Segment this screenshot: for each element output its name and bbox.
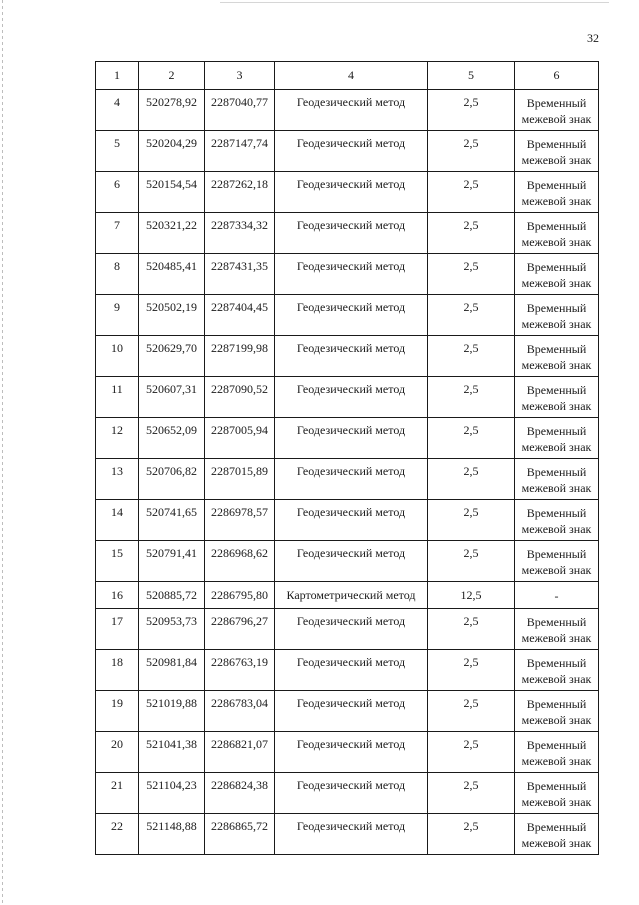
accuracy-cell: 2,5 [428,459,515,500]
accuracy-cell: 2,5 [428,254,515,295]
x-coordinate-cell: 521148,88 [139,814,205,855]
scan-top-rule [220,2,609,3]
page-binding-edge [2,0,3,905]
marker-type-cell: Временный межевой знак [515,459,599,500]
y-coordinate-cell: 2287431,35 [205,254,275,295]
y-coordinate-cell: 2287262,18 [205,172,275,213]
table-header-row [96,62,599,90]
y-coordinate-cell: 2287005,94 [205,418,275,459]
x-coordinate-cell: 520485,41 [139,254,205,295]
point-number-cell: 11 [96,377,139,418]
marker-type-cell: Временный межевой знак [515,732,599,773]
accuracy-cell: 2,5 [428,90,515,131]
marker-type-cell: Временный межевой знак [515,541,599,582]
marker-type-cell: Временный межевой знак [515,773,599,814]
marker-type-cell: Временный межевой знак [515,131,599,172]
method-cell: Геодезический метод [275,254,428,295]
accuracy-cell: 2,5 [428,213,515,254]
method-cell: Геодезический метод [275,377,428,418]
x-coordinate-cell: 520791,41 [139,541,205,582]
x-coordinate-cell: 520953,73 [139,609,205,650]
table-row [96,295,599,336]
table-row [96,172,599,213]
column-header-3: 3 [205,62,275,90]
accuracy-cell: 2,5 [428,773,515,814]
accuracy-cell: 2,5 [428,609,515,650]
marker-type-cell: Временный межевой знак [515,336,599,377]
marker-type-cell: Временный межевой знак [515,500,599,541]
accuracy-cell: 2,5 [428,377,515,418]
point-number-cell: 21 [96,773,139,814]
point-number-cell: 16 [96,582,139,609]
x-coordinate-cell: 520154,54 [139,172,205,213]
point-number-cell: 17 [96,609,139,650]
accuracy-cell: 2,5 [428,814,515,855]
y-coordinate-cell: 2287404,45 [205,295,275,336]
x-coordinate-cell: 520278,92 [139,90,205,131]
accuracy-cell: 2,5 [428,691,515,732]
method-cell: Геодезический метод [275,295,428,336]
accuracy-cell: 2,5 [428,336,515,377]
x-coordinate-cell: 520981,84 [139,650,205,691]
accuracy-cell: 2,5 [428,418,515,459]
point-number-cell: 22 [96,814,139,855]
column-header-2: 2 [139,62,205,90]
table-row [96,90,599,131]
marker-type-cell: Временный межевой знак [515,90,599,131]
point-number-cell: 12 [96,418,139,459]
point-number-cell: 10 [96,336,139,377]
accuracy-cell: 2,5 [428,541,515,582]
table-body [96,90,599,855]
y-coordinate-cell: 2286824,38 [205,773,275,814]
method-cell: Геодезический метод [275,773,428,814]
table-row [96,500,599,541]
method-cell: Геодезический метод [275,90,428,131]
method-cell: Геодезический метод [275,814,428,855]
method-cell: Геодезический метод [275,609,428,650]
y-coordinate-cell: 2286795,80 [205,582,275,609]
table-row [96,650,599,691]
x-coordinate-cell: 520652,09 [139,418,205,459]
x-coordinate-cell: 520741,65 [139,500,205,541]
marker-type-cell: Временный межевой знак [515,377,599,418]
y-coordinate-cell: 2286978,57 [205,500,275,541]
point-number-cell: 7 [96,213,139,254]
page-number: 32 [587,31,599,45]
marker-type-cell: Временный межевой знак [515,609,599,650]
marker-type-cell: Временный межевой знак [515,691,599,732]
point-number-cell: 14 [96,500,139,541]
table-row [96,213,599,254]
x-coordinate-cell: 520706,82 [139,459,205,500]
method-cell: Геодезический метод [275,172,428,213]
method-cell: Геодезический метод [275,336,428,377]
point-number-cell: 5 [96,131,139,172]
y-coordinate-cell: 2287199,98 [205,336,275,377]
table-row [96,691,599,732]
method-cell: Геодезический метод [275,213,428,254]
accuracy-cell: 2,5 [428,500,515,541]
marker-type-cell: Временный межевой знак [515,418,599,459]
column-header-6: 6 [515,62,599,90]
method-cell: Геодезический метод [275,500,428,541]
x-coordinate-cell: 520502,19 [139,295,205,336]
table-row [96,459,599,500]
accuracy-cell: 2,5 [428,295,515,336]
table-row [96,582,599,609]
marker-type-cell: Временный межевой знак [515,213,599,254]
marker-type-cell: - [515,582,599,609]
y-coordinate-cell: 2287334,32 [205,213,275,254]
accuracy-cell: 2,5 [428,732,515,773]
method-cell: Геодезический метод [275,732,428,773]
y-coordinate-cell: 2287147,74 [205,131,275,172]
marker-type-cell: Временный межевой знак [515,172,599,213]
point-number-cell: 6 [96,172,139,213]
x-coordinate-cell: 520204,29 [139,131,205,172]
x-coordinate-cell: 520885,72 [139,582,205,609]
marker-type-cell: Временный межевой знак [515,650,599,691]
x-coordinate-cell: 520607,31 [139,377,205,418]
accuracy-cell: 12,5 [428,582,515,609]
table-row [96,418,599,459]
x-coordinate-cell: 520629,70 [139,336,205,377]
y-coordinate-cell: 2286865,72 [205,814,275,855]
table-row [96,773,599,814]
accuracy-cell: 2,5 [428,650,515,691]
y-coordinate-cell: 2286968,62 [205,541,275,582]
x-coordinate-cell: 521104,23 [139,773,205,814]
table-row [96,377,599,418]
x-coordinate-cell: 521019,88 [139,691,205,732]
point-number-cell: 15 [96,541,139,582]
point-number-cell: 18 [96,650,139,691]
point-number-cell: 9 [96,295,139,336]
table-row [96,254,599,295]
point-number-cell: 19 [96,691,139,732]
x-coordinate-cell: 520321,22 [139,213,205,254]
table-row [96,609,599,650]
marker-type-cell: Временный межевой знак [515,814,599,855]
method-cell: Геодезический метод [275,131,428,172]
point-number-cell: 4 [96,90,139,131]
table-row [96,732,599,773]
y-coordinate-cell: 2287015,89 [205,459,275,500]
y-coordinate-cell: 2287090,52 [205,377,275,418]
point-number-cell: 20 [96,732,139,773]
table-row [96,131,599,172]
y-coordinate-cell: 2286783,04 [205,691,275,732]
marker-type-cell: Временный межевой знак [515,295,599,336]
column-header-1: 1 [96,62,139,90]
boundary-points-table [95,61,599,855]
table-row [96,541,599,582]
method-cell: Геодезический метод [275,541,428,582]
marker-type-cell: Временный межевой знак [515,254,599,295]
method-cell: Геодезический метод [275,691,428,732]
table-row [96,336,599,377]
accuracy-cell: 2,5 [428,131,515,172]
table-row [96,814,599,855]
x-coordinate-cell: 521041,38 [139,732,205,773]
y-coordinate-cell: 2286796,27 [205,609,275,650]
y-coordinate-cell: 2287040,77 [205,90,275,131]
method-cell: Геодезический метод [275,418,428,459]
method-cell: Картометрический метод [275,582,428,609]
y-coordinate-cell: 2286821,07 [205,732,275,773]
point-number-cell: 13 [96,459,139,500]
method-cell: Геодезический метод [275,459,428,500]
point-number-cell: 8 [96,254,139,295]
column-header-4: 4 [275,62,428,90]
column-header-5: 5 [428,62,515,90]
y-coordinate-cell: 2286763,19 [205,650,275,691]
accuracy-cell: 2,5 [428,172,515,213]
method-cell: Геодезический метод [275,650,428,691]
